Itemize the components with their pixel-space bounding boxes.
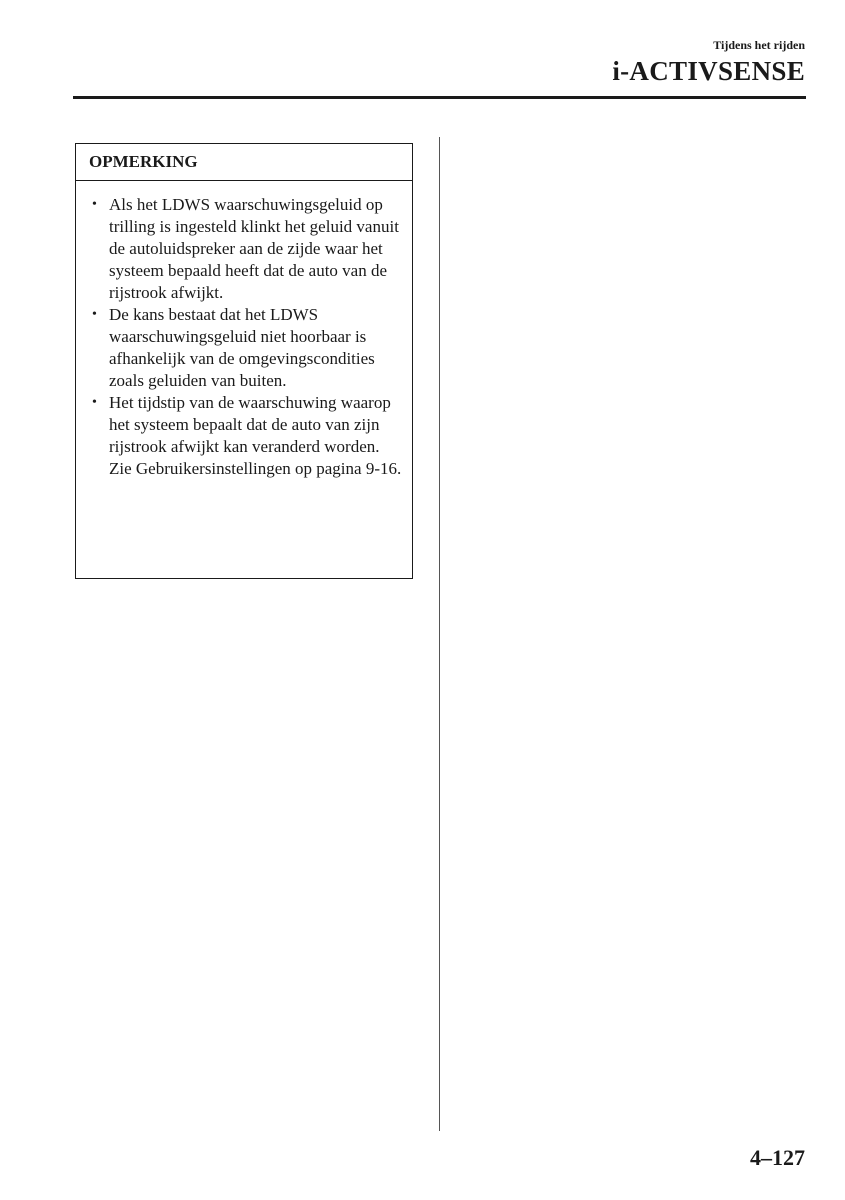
note-item (89, 304, 406, 392)
note-box (75, 143, 413, 579)
note-item (89, 194, 406, 304)
bullet-icon: • (92, 395, 97, 410)
note-item-text: Het tijdstip van de waarschuwing waarop het systeem bepaalt dat de auto van zijn rijstrook afwijkt kan veranderd worden. (109, 393, 391, 456)
bullet-icon: • (92, 197, 97, 212)
chapter-title: i-ACTIVSENSE (612, 56, 805, 86)
running-header-section: Tijdens het rijden (713, 38, 805, 52)
page-reference: Zie Gebruikersinstellingen op pagina 9-16. (109, 459, 402, 478)
note-item-text: Als het LDWS waarschuwingsgeluid op trilling is ingesteld klinkt het geluid vanuit de autoluidspreker aan de zijde waar het systeem bepaald heeft dat de auto van de rijstrook afwijkt. (109, 195, 399, 302)
note-heading: OPMERKING (76, 144, 412, 181)
note-item-text: De kans bestaat dat het LDWS waarschuwingsgeluid niet hoorbaar is afhankelijk van de omgevingscondities zoals geluiden van buiten. (109, 305, 375, 390)
note-list (76, 181, 412, 480)
column-divider (439, 137, 440, 1131)
bullet-icon: • (92, 307, 97, 322)
note-item (89, 392, 406, 480)
header-divider (73, 96, 806, 99)
page-number: 4–127 (750, 1145, 805, 1170)
